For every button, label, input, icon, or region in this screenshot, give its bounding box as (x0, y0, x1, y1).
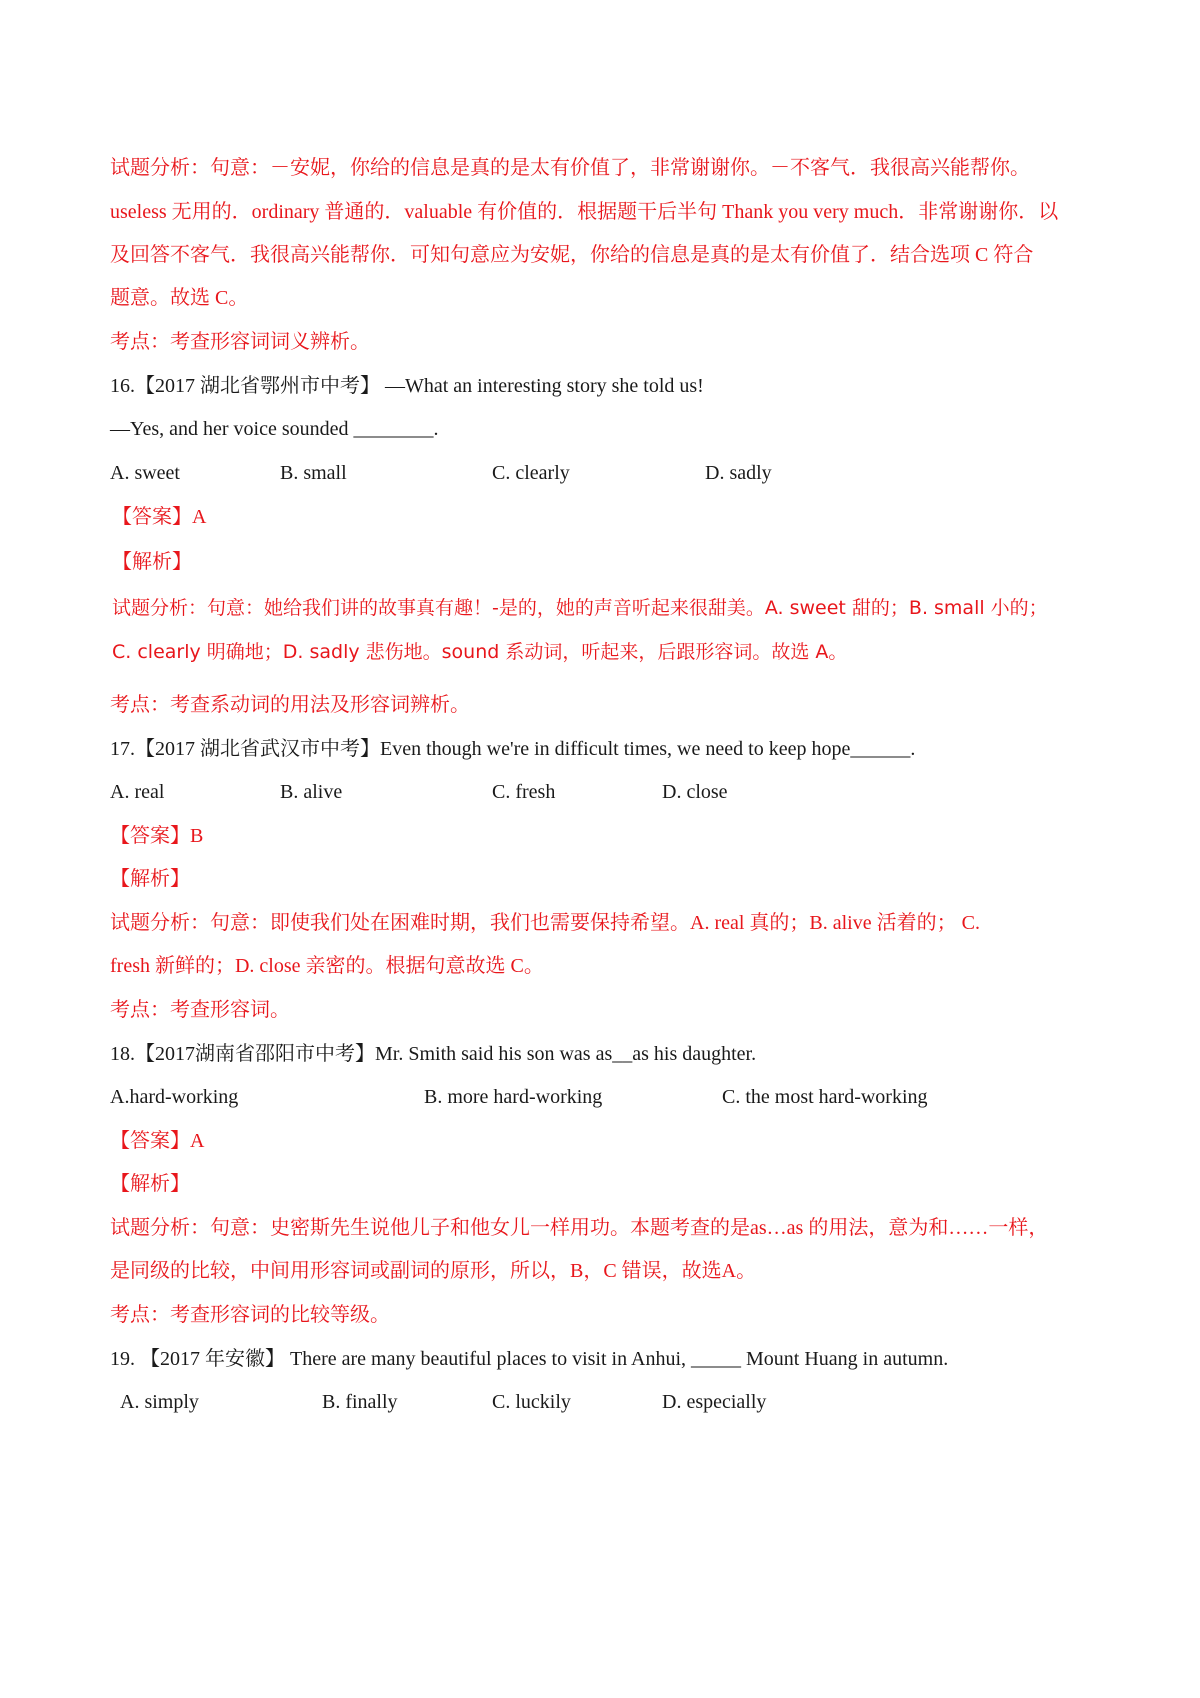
q17-analysis-line: 试题分析：句意：即使我们处在困难时期，我们也需要保持希望。A. real 真的；B. alive 活着的； C. (110, 912, 980, 934)
question-16-stem: 16.【2017 湖北省鄂州市中考】 —What an interesting story she told us! (110, 375, 704, 397)
q18-option-c: C. the most hard-working (722, 1086, 928, 1108)
q17-option-b: B. alive (280, 781, 343, 803)
q16-answer: 【答案】A (112, 506, 207, 528)
q17-answer: 【答案】B (110, 825, 204, 847)
q18-answer: 【答案】A (110, 1130, 205, 1152)
q17-option-c: C. fresh (492, 781, 556, 803)
q17-analysis-line: fresh 新鲜的；D. close 亲密的。根据句意故选 C。 (110, 955, 544, 977)
analysis-line: 题意。故选 C。 (110, 287, 249, 309)
q17-option-a: A. real (110, 781, 165, 803)
q19-option-b: B. finally (322, 1391, 398, 1413)
q18-analysis-line: 是同级的比较，中间用形容词或副词的原形，所以，B，C 错误，故选A。 (110, 1260, 757, 1282)
question-17-stem: 17.【2017 湖北省武汉市中考】Even though we're in difficult times, we need to keep hope______. (110, 738, 916, 760)
q17-jiexi-heading: 【解析】 (110, 868, 190, 890)
q17-kaodian: 考点：考查形容词。 (110, 999, 290, 1021)
analysis-line: useless 无用的．ordinary 普通的．valuable 有价值的．根据题干后半句 Thank you very much．非常谢谢你．以 (110, 201, 1059, 223)
q18-jiexi-heading: 【解析】 (110, 1173, 190, 1195)
q18-option-b: B. more hard-working (424, 1086, 603, 1108)
q19-option-d: D. especially (662, 1391, 767, 1413)
q16-kaodian: 考点：考查系动词的用法及形容词辨析。 (110, 694, 470, 716)
question-19-stem: 19. 【2017 年安徽】 There are many beautiful places to visit in Anhui, _____ Mount Huang in autumn. (110, 1348, 949, 1370)
analysis-line: 试题分析：句意：－安妮，你给的信息是真的是太有价值了，非常谢谢你。－不客气．我很高兴能帮你。 (110, 157, 1030, 179)
q19-option-c: C. luckily (492, 1391, 571, 1413)
q16-jiexi-heading: 【解析】 (112, 551, 192, 573)
q16-option-b: B. small (280, 462, 347, 484)
q19-option-a: A. simply (120, 1391, 199, 1413)
q16-option-a: A. sweet (110, 462, 180, 484)
question-18-stem: 18.【2017湖南省邵阳市中考】Mr. Smith said his son was as__as his daughter. (110, 1043, 757, 1065)
q16-option-d: D. sadly (705, 462, 772, 484)
q16-analysis-line: C. clearly 明确地；D. sadly 悲伤地。sound 系动词，听起来，后跟形容词。故选 A。 (112, 641, 848, 663)
q18-option-a: A.hard-working (110, 1086, 239, 1108)
q18-kaodian: 考点：考查形容词的比较等级。 (110, 1304, 390, 1326)
q18-analysis-line: 试题分析：句意：史密斯先生说他儿子和他女儿一样用功。本题考查的是as…as 的用法，意为和……一样， (110, 1217, 1049, 1239)
q16-analysis-line: 试题分析：句意：她给我们讲的故事真有趣！-是的，她的声音听起来很甜美。A. sweet 甜的；B. small 小的； (112, 597, 1048, 619)
kaodian-line: 考点：考查形容词词义辨析。 (110, 331, 370, 353)
q17-option-d: D. close (662, 781, 728, 803)
q16-option-c: C. clearly (492, 462, 570, 484)
analysis-line: 及回答不客气．我很高兴能帮你．可知句意应为安妮，你给的信息是真的是太有价值了．结合选项 C 符合 (110, 244, 1034, 266)
question-16-reply: —Yes, and her voice sounded ________. (110, 418, 439, 440)
